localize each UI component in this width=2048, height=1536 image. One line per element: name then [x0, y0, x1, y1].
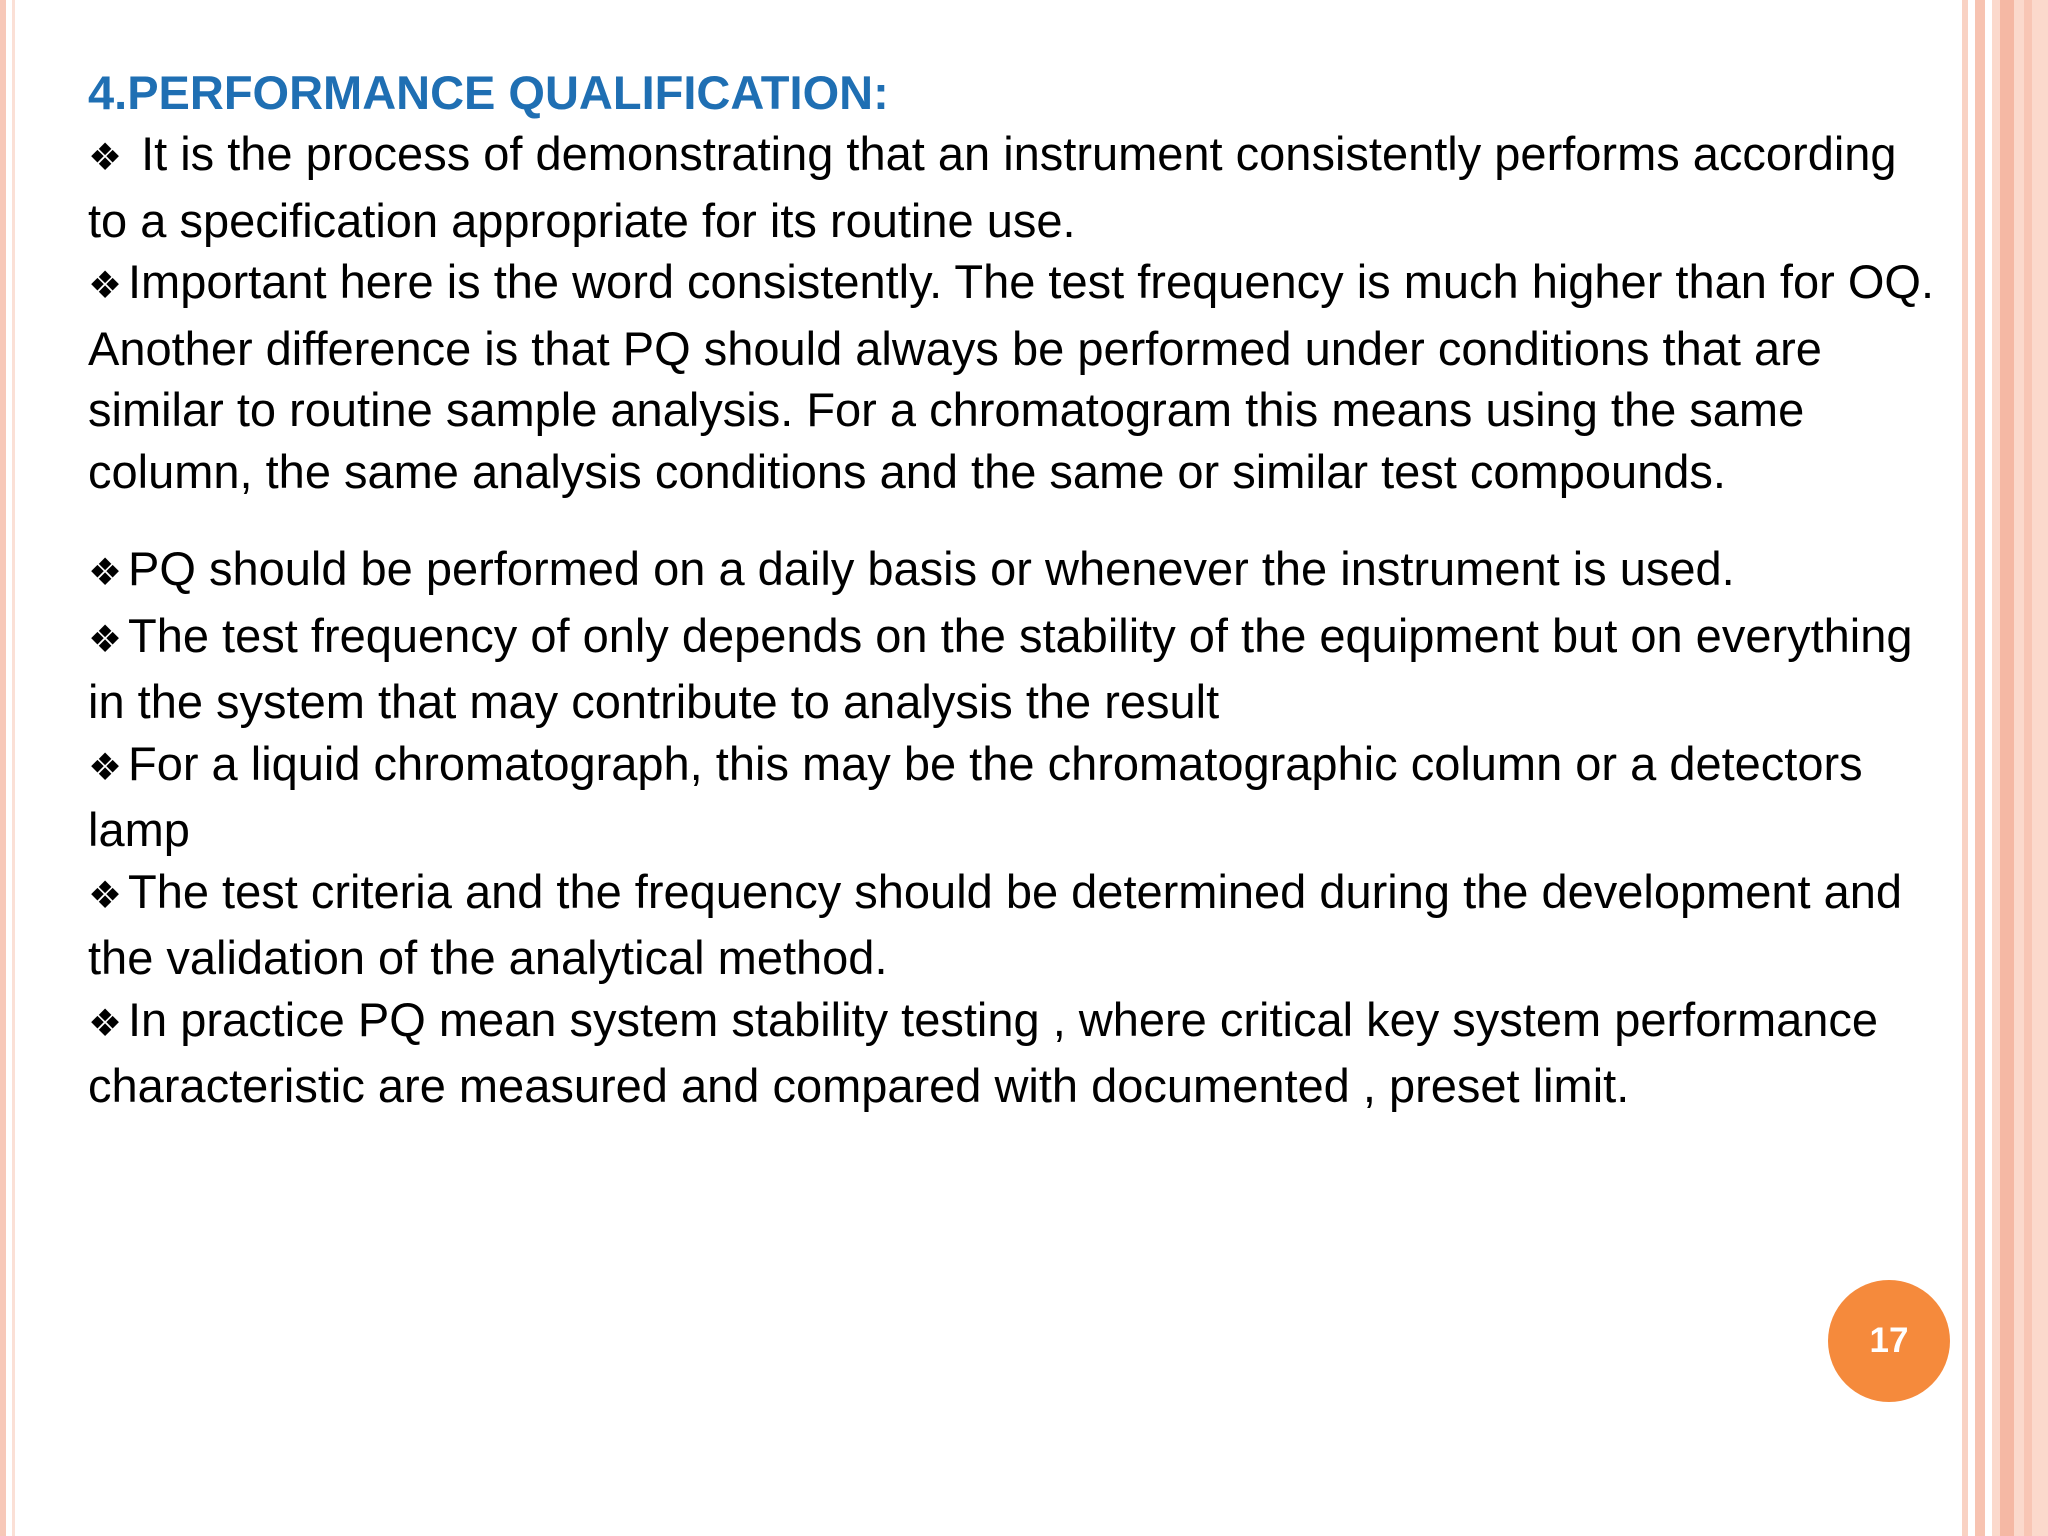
slide-title: 4.PERFORMANCE QUALIFICATION:	[88, 66, 889, 119]
diamond-bullet-icon: ❖	[88, 552, 123, 594]
bullet-text: The test frequency of only depends on the stability of the equipment but on everything in the system that may contribute to analysis the result	[88, 608, 1913, 728]
bullet-point	[88, 989, 1948, 1117]
bullet-text: For a liquid chromatograph, this may be the chromatographic column or a detectors lamp	[88, 736, 1863, 856]
bullet-point	[88, 538, 1948, 605]
page-number-badge	[1828, 1280, 1950, 1402]
right-border-stripe	[1975, 0, 1985, 1536]
diamond-bullet-icon: ❖	[88, 265, 123, 307]
right-border-stripe	[2024, 0, 2032, 1536]
page-number: 17	[1869, 1321, 1909, 1360]
slide-content	[88, 62, 1948, 1117]
diamond-bullet-icon: ❖	[88, 1002, 123, 1045]
diamond-bullet-icon: ❖	[88, 874, 123, 917]
diamond-bullet-icon: ❖	[88, 137, 123, 179]
bullet-text: PQ should be performed on a daily basis or whenever the instrument is used.	[128, 542, 1735, 595]
paragraph-gap	[88, 502, 1948, 538]
bullet-text: In practice PQ mean system stability testing , where critical key system performance characteristic are measured and compared with documented , preset limit.	[88, 992, 1879, 1112]
bullet-text: It is the process of demonstrating that an instrument consistently performs according to a specification appropriate for its routine use.	[88, 127, 1897, 247]
bullet-point	[88, 251, 1948, 502]
diamond-bullet-icon: ❖	[88, 618, 123, 661]
right-border-stripe	[2000, 0, 2014, 1536]
right-border-stripe	[1962, 0, 1968, 1536]
diamond-bullet-icon: ❖	[88, 746, 123, 789]
bullet-point	[88, 605, 1948, 733]
left-border-stripe-thin	[12, 0, 15, 1536]
bullet-text: The test criteria and the frequency should be determined during the development and the validation of the analytical method.	[88, 864, 1903, 984]
bullet-text: Important here is the word consistently. The test frequency is much higher than for OQ. Another difference is that PQ should always be performed under conditions that are similar to routine sample analysis. For a chromatogram this means using the same column, the same analysis conditions and the same or similar test compounds.	[88, 255, 1935, 498]
bullet-point	[88, 123, 1948, 251]
bullet-point	[88, 733, 1948, 861]
bullet-point	[88, 861, 1948, 989]
left-border-stripe	[0, 0, 6, 1536]
